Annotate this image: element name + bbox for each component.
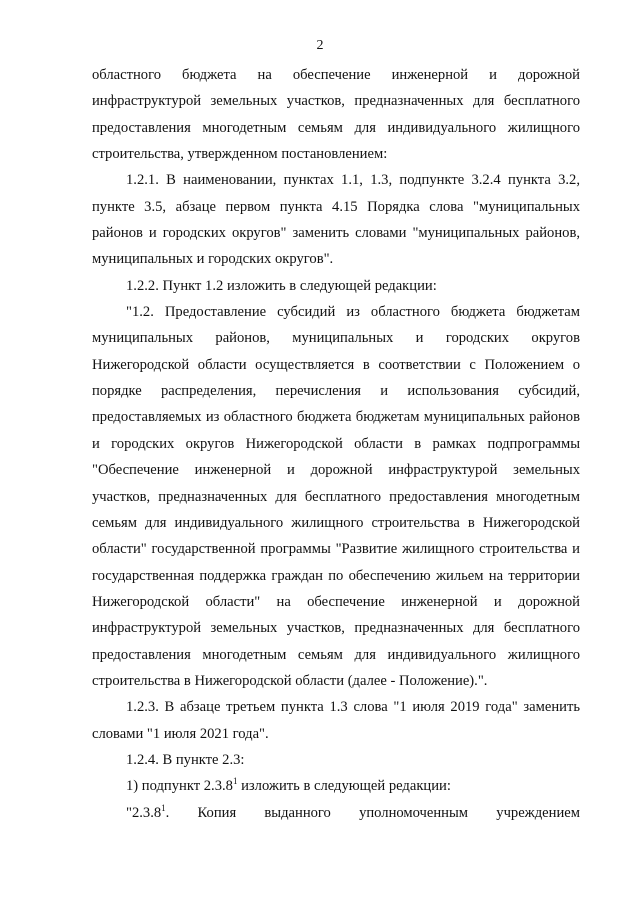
item-2-3-8-superscript: 1 — [161, 802, 166, 813]
paragraph-1-2-3: 1.2.3. В абзаце третьем пункта 1.3 слова "1 июля 2019 года" заменить словами "1 июля 2021 года". — [92, 699, 580, 742]
item-2-3-8-text-after: . Копия выданного уполномоченным учреждением — [165, 804, 580, 821]
subitem-1-text-before: 1) подпункт 2.3.8 — [126, 778, 233, 795]
subitem-1-text-after: изложить в следующей редакции: — [237, 778, 451, 795]
item-2-3-8-text-before: "2.3.8 — [126, 804, 162, 821]
page-number: 2 — [316, 38, 324, 53]
document-body — [92, 62, 580, 826]
paragraph-subitem-1 — [92, 773, 580, 799]
paragraph-2-3-8-1 — [92, 800, 580, 826]
subitem-1-superscript: 1 — [232, 776, 238, 787]
paragraph-1-2-quote: "1.2. Предоставление субсидий из областного бюджета бюджетам муниципальных районов, муниципальных и городских округов Нижегородской области осуществляется в соответствии с Положением о порядке распределения, перечисления и использования субсидий, предоставляемых из областного бюджета бюджетам муниципальных районов и городских округов Нижегородской области в рамках подпрограммы "Обеспечение инженерной и дорожной инфраструктурой земельных участков, предназначенных для бесплатного предоставления многодетным семьям для индивидуального жилищного строительства в Нижегородской области" государственной программы "Развитие жилищного строительства и государственная поддержка граждан по обеспечению жильем на территории Нижегородской области" на обеспечение инженерной и дорожной инфраструктурой земельных участков, предназначенных для бесплатного предоставления многодетным семьям для индивидуального жилищного строительства в Нижегородской области (далее - Положение).". — [92, 304, 580, 689]
paragraph-1-2-1: 1.2.1. В наименовании, пунктах 1.1, 1.3, подпункте 3.2.4 пункта 3.2, пункте 3.5, абзаце первом пункта 4.15 Порядка слова "муниципальных районов и городских округов" заменить словами "муниципальных районов, муниципальных и городских округов". — [92, 172, 580, 268]
paragraph-1-2-2: 1.2.2. Пункт 1.2 изложить в следующей редакции: — [126, 277, 437, 294]
paragraph-1-2-4: 1.2.4. В пункте 2.3: — [126, 751, 245, 768]
paragraph-intro: областного бюджета на обеспечение инженерной и дорожной инфраструктурой земельных участков, предназначенных для бесплатного предоставления многодетным семьям для индивидуального жилищного строительства, утвержденном постановлением: — [92, 67, 580, 163]
